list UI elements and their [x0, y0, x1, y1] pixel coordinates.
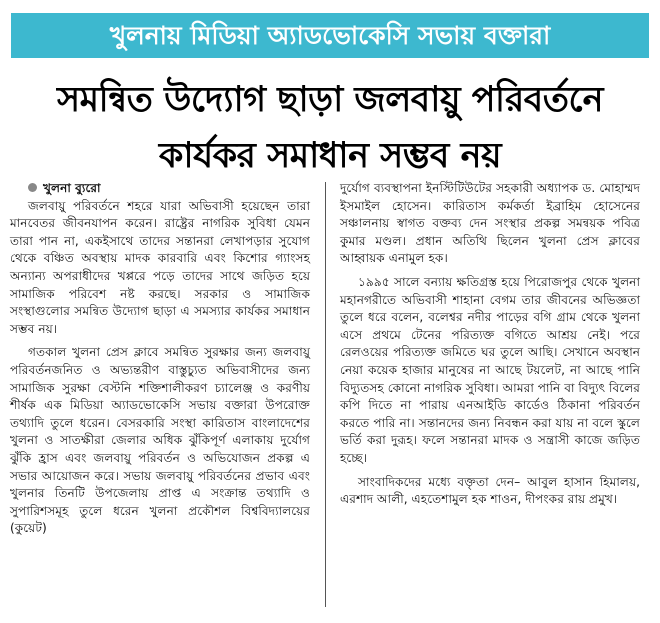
byline-text: খুলনা ব্যুরো: [43, 181, 101, 195]
headline-line-2: কার্যকর সমাধান সম্ভব নয়: [158, 136, 502, 176]
article-column-left: [10, 180, 310, 538]
paragraph: গতকাল খুলনা প্রেস ক্লাবে সমন্বিত সুরক্ষার জন্য জলবায়ু পরিবর্তনজনিত ও অভ্যন্তরীণ বাস্তুচ্যুত অভিবাসীদের জন্য সামাজিক সুরক্ষা বেস্টনি শক্তিশালীকরণ চ্যালেঞ্জ ও করণীয় শীর্ষক এক মিডিয়া অ্যাডভোকেসি সভায় বক্তারা উপরোক্ত তথ্যাদি তুলে ধরেন। বেসরকারি সংস্থা কারিতাস বাংলাদেশের খুলনা ও সাতক্ষীরা জেলার অধিক ঝুঁকিপূর্ণ এলাকায় দুর্যোগ ঝুঁকি হ্রাস এবং জলবায়ু পরিবর্তন ও অভিযোজন প্রকল্প এ সভার আয়োজন করে। সভায় জলবায়ু পরিবর্তনের প্রভাব এবং খুলনার তিনটি উপজেলায় প্রাপ্ত এ সংক্রান্ত তথ্যাদি ও সুপারিশসমূহ তুলে ধরেন খুলনা প্রকৌশল বিশ্ববিদ্যালয়ের (কুয়েট): [10, 345, 310, 536]
headline-line-1: সমন্বিত উদ্যোগ ছাড়া জলবায়ু পরিবর্তনে: [57, 80, 603, 120]
paragraph: দুর্যোগ ব্যবস্থাপনা ইনস্টিটিউটের সহকারী অধ্যাপক ড. মোহাম্মদ ইসমাইল হোসেন। কারিতাস কর্মকর্তা ইব্রাহিম হোসেনের সঞ্চালনায় স্বাগত বক্তব্য দেন সংস্থার প্রকল্প সমন্বয়ক পবিত্র কুমার মণ্ডল। প্রধান অতিথি ছিলেন খুলনা প্রেস ক্লাবের আহ্বায়ক এনামুল হক।: [340, 181, 640, 266]
byline: [10, 180, 310, 198]
paragraph: জলবায়ু পরিবর্তনে শহরে যারা অভিবাসী হয়েছেন তারা মানবেতর জীবনযাপন করেন। রাষ্ট্রের নাগরিক সুবিধা যেমন তারা পান না, একইসাথে তাদের সন্তানরা লেখাপড়ার সুযোগ থেকে বঞ্চিত অবস্থায় মাদক কারবারি এবং কিশোর গ্যাংসহ অন্যান্য অপরাধীদের খপ্পরে পড়ে তাদের সাথে জড়িত হয়ে সামাজিক পরিবেশ নষ্ট করছে। সরকার ও সামাজিক সংস্থাগুলোর সমন্বিত উদ্যোগ ছাড়া এ সমস্যার কার্যকর সমাধান সম্ভব নয়।: [10, 198, 310, 336]
kicker-banner: খুলনায় মিডিয়া অ্যাডভোকেসি সভায় বক্তারা: [11, 13, 649, 58]
bullet-icon: [28, 183, 37, 192]
column-divider: [325, 182, 326, 607]
article-column-right: [340, 180, 640, 509]
paragraph: সাংবাদিকদের মধ্যে বক্তৃতা দেন– আবুল হাসান হিমালয়, এরশাদ আলী, এহতেশামুল হক শাওন, দীপংকর রায় প্রমুখ।: [340, 474, 640, 507]
paragraph: ১৯৯৫ সালে বন্যায় ক্ষতিগ্রস্ত হয়ে পিরোজপুর থেকে খুলনা মহানগরীতে অভিবাসী শাহানা বেগম তার জীবনের অভিজ্ঞতা তুলে ধরে বলেন, বলেশ্বর নদীর পাড়ের বগি গ্রাম থেকে খুলনা এসে প্রথমে টেনের পরিত্যক্ত বগিতে আশ্রয় নেই। পরে রেলওয়ের পরিত্যক্ত জমিতে ঘর তুলে আছি। সেখানে অবস্থান নেয়া কয়েক হাজার মানুষের না আছে টয়লেট, না আছে পানি বিদ্যুতসহ কোনো নাগরিক সুবিধা। আমরা পানি বা বিদ্যুৎ বিলের কপি দিতে না পারায় এনআইডি কার্ডেও ঠিকানা পরিবর্তন করতে পারি না। সন্তানদের জন্য নিবন্ধন করা যায় না বলে স্কুলে ভর্তি করা দুরূহ। ফলে সন্তানরা মাদক ও সন্ত্রাসী কাজে জড়িত হচ্ছে।: [340, 274, 640, 465]
